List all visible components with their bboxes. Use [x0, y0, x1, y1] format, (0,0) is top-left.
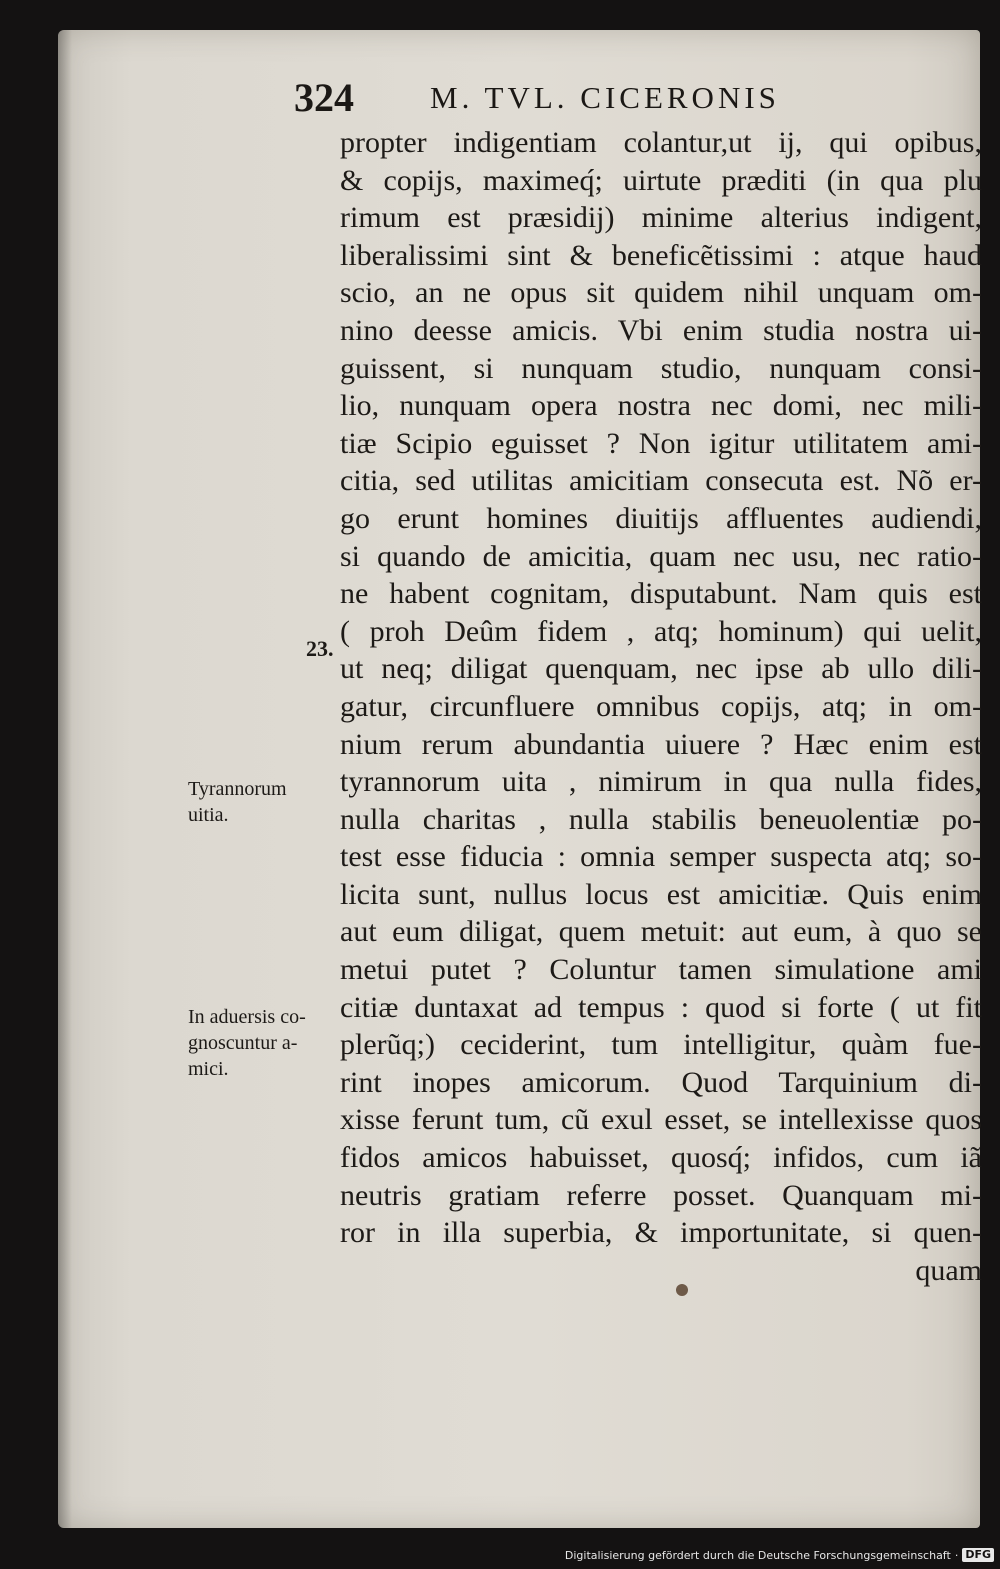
text-line: metui putet ? Coluntur tamen simulatione ami — [340, 953, 982, 987]
text-line: nium rerum abundantia uiuere ? Hæc enim est — [340, 727, 982, 761]
page-header — [290, 74, 890, 124]
text-line: aut eum diligat, quem metuit: aut eum, à quo se — [340, 915, 982, 949]
text-line: neutris gratiam referre posset. Quanquam mi- — [340, 1178, 982, 1212]
text-line: lio, nunquam opera nostra nec domi, nec mili- — [340, 389, 982, 423]
text-line: ror in illa superbia, & importunitate, si quen- — [340, 1216, 982, 1250]
section-number: 23. — [306, 636, 334, 661]
text-line: liberalissimi sint & beneficẽtissimi : atque haud — [340, 238, 982, 272]
text-line: citia, sed utilitas amicitiam consecuta est. Nõ er- — [340, 464, 982, 498]
text-line: rimum est præsidij) minime alterius indigent, — [340, 201, 982, 235]
text-line: fidos amicos habuisset, quosq́; infidos, cum iã — [340, 1141, 982, 1175]
text-line: citiæ duntaxat ad tempus : quod si forte ( ut fit — [340, 990, 982, 1024]
text-line: licita sunt, nullus locus est amicitiæ. Quis enim — [340, 877, 982, 911]
text-line: go erunt homines diuitijs affluentes audiendi, — [340, 501, 982, 535]
text-line: nulla charitas , nulla stabilis beneuolentiæ po- — [340, 802, 982, 836]
margin-note-line: gnoscuntur a- — [188, 1032, 298, 1054]
page-gutter-shadow — [58, 30, 72, 1528]
digitization-footer: Digitalisierung gefördert durch die Deutsche Forschungsgemeinschaft · DFG — [565, 1545, 994, 1565]
text-line: ut neq; diligat quenquam, nec ipse ab ullo dili- — [340, 652, 982, 686]
catchword: quam — [915, 1253, 982, 1287]
text-line: propter indigentiam colantur,ut ij, qui opibus, — [340, 126, 982, 159]
dfg-logo-icon: DFG — [962, 1548, 994, 1562]
page-number: 324 — [294, 75, 354, 120]
text-line: gatur, circunfluere omnibus copijs, atq; in om- — [340, 689, 982, 723]
body-text — [340, 124, 982, 1289]
text-line: ( proh Deûm fidem , atq; hominum) qui uelit, — [340, 614, 982, 648]
margin-note-line: uitia. — [188, 804, 229, 826]
text-line: xisse ferunt tum, cũ exul esset, se intellexisse quos — [340, 1103, 982, 1137]
margin-note-line: mici. — [188, 1058, 229, 1080]
text-line: tyrannorum uita , nimirum in qua nulla fides, — [340, 765, 982, 799]
text-line: tiæ Scipio eguisset ? Non igitur utilitatem ami- — [340, 426, 982, 460]
text-line: test esse fiducia : omnia semper suspecta atq; so- — [340, 840, 982, 874]
text-line: & copijs, maximeq́; uirtute præditi (in qua plu — [340, 163, 982, 197]
text-line: ne habent cognitam, disputabunt. Nam quis est — [340, 577, 982, 611]
text-line: rint inopes amicorum. Quod Tarquinium di- — [340, 1065, 982, 1099]
margin-note-line: Tyrannorum — [188, 778, 287, 800]
text-line: plerũq;) ceciderint, tum intelligitur, quàm fue- — [340, 1028, 982, 1062]
margin-note-tyranny — [188, 776, 348, 828]
text-line: si quando de amicitia, quam nec usu, nec ratio- — [340, 539, 982, 573]
ink-spot — [676, 1284, 688, 1296]
margin-note-line: In aduersis co- — [188, 1006, 306, 1028]
running-head: M. TVL. CICERONIS — [430, 80, 780, 115]
footer-credit: Digitalisierung gefördert durch die Deutsche Forschungsgemeinschaft — [564, 1548, 951, 1562]
text-line: scio, an ne opus sit quidem nihil unquam om- — [340, 276, 982, 310]
margin-note-adversity — [188, 1004, 348, 1082]
text-line: guissent, si nunquam studio, nunquam consi- — [340, 351, 982, 385]
text-line: nino deesse amicis. Vbi enim studia nostra ui- — [340, 313, 982, 347]
